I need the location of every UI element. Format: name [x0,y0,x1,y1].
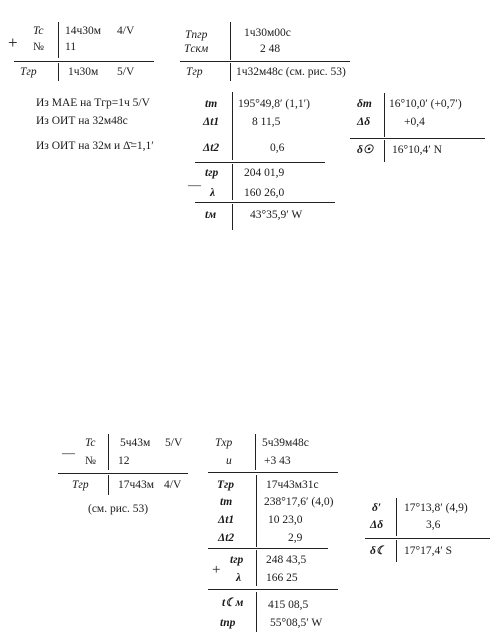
tt-value: 195°49,8′ (1,1′) [238,98,310,110]
minus-sign: — [188,177,201,192]
tgr2-label: tгр [230,554,244,566]
dt2-value: 2,9 [288,532,303,544]
tt-label: tт [220,496,233,508]
table-divider [396,540,397,562]
tc-label: Tc [85,437,96,449]
tgr-p-value: 1ч30м00с [244,27,291,39]
sum-line [350,138,485,139]
table-divider [256,592,257,632]
note-line: Из МАЕ на Tгр=1ч 5/V [36,97,150,109]
figure-note: (см. рис. 53) [88,503,149,515]
table-divider [232,164,233,200]
tt-value: 238°17,6′ (4,0) [264,496,334,508]
tgr2-value: 248 43,5 [266,554,307,566]
dt2-value: 0,6 [270,142,285,154]
tt-label: tт [205,98,218,110]
sum-line [208,472,338,473]
table-divider [232,204,233,230]
table-divider [108,475,109,495]
no-label: № [33,41,44,53]
table-divider [230,22,231,60]
tskm-value: 2 48 [260,43,281,55]
dmoon-value: 17°17,4′ S [404,545,453,557]
tpr-value: 55°08,5′ W [270,617,323,629]
no-value: 11 [65,41,77,53]
table-divider [256,550,257,586]
table-divider [230,63,231,81]
tskm-label: Tскм [184,43,209,55]
lambda-value: 166 25 [266,572,298,584]
tgr-label: tгр [205,167,219,179]
table-divider [58,22,59,58]
tgr-p-label: Tпгр [185,29,208,41]
sum-line [180,61,350,62]
tc-reference: 5/V [165,437,183,449]
sum-line [195,162,325,163]
lambda-label: λ [210,187,216,199]
tm-value: 43°35,9′ W [250,209,303,221]
no-label: № [85,455,96,467]
tm-value: 415 08,5 [268,599,309,611]
dd-value: 3,6 [426,519,441,531]
tgr-value: 17ч43м [118,479,155,491]
d-value: 17°13,8′ (4,9) [404,502,468,514]
tpr-label: tпр [220,617,236,629]
tgr-label: Tгр [186,66,203,78]
tgr-value: 1ч32м48с (см. рис. 53) [236,66,346,78]
dmoon-label: δ☾ [370,545,387,557]
sum-line [195,202,335,203]
tgr-value: 204 01,9 [244,167,285,179]
tgr-value: 1ч30м [68,66,99,78]
table-divider [232,92,233,160]
table-divider [396,498,397,536]
lambda-value: 160 26,0 [244,187,285,199]
dsun-value: 16°10,4′ N [392,144,442,156]
plus-sign: + [212,562,221,578]
txr-label: Tхр [215,437,233,449]
table-divider [58,63,59,81]
tc-value: 5ч43м [120,437,151,449]
dt2-label: Δt2 [203,142,220,154]
tgr-value: 17ч43м31с [266,479,319,491]
dt1-value: 8 11,5 [252,116,281,128]
note-line: Из ОИТ на 32м48с [36,115,128,127]
tc-reference: 4/V [117,25,135,37]
dt1-label: Δt1 [203,116,220,128]
table-divider [256,475,257,547]
tgr-label: Tгр [20,66,37,78]
sum-line [208,589,338,590]
lambda-label: λ [236,572,242,584]
minus-sign: — [62,445,75,460]
u-value: +3 43 [264,455,291,467]
table-divider [255,434,256,470]
sum-line [208,548,328,549]
dt2-label: Δt2 [218,532,235,544]
d-label: δ′ [372,502,382,514]
table-divider [108,434,109,470]
sum-line [14,61,154,62]
tm-label: t☾м [222,597,244,609]
tc-value: 14ч30м [65,25,102,37]
tc-label: Tc [33,25,44,37]
txr-value: 5ч39м48с [262,437,309,449]
tm-label: tм [205,209,217,221]
note-line: Из ОИТ на 32м и Δ̄=1,1′ [36,140,154,152]
plus-sign: + [8,33,18,52]
sum-line [58,473,188,474]
dd-label: Δδ [357,116,371,128]
tgr-reference: 4/V [164,479,182,491]
dd-label: Δδ [370,519,384,531]
dt1-value: 10 23,0 [268,514,303,526]
dd-value: +0,4 [404,116,425,128]
u-label: u [226,455,232,467]
tgr-label: Tгр [72,479,89,491]
dsun-label: δ☉ [357,144,374,156]
dt-value: 16°10,0′ (+0,7′) [389,98,462,110]
tgr-reference: 5/V [117,66,135,78]
dt1-label: Δt1 [218,514,235,526]
sum-line [365,538,490,539]
tgr-label: Tгр [217,479,235,491]
table-divider [384,140,385,162]
no-value: 12 [118,455,130,467]
table-divider [384,93,385,137]
dt-label: δт [357,98,372,110]
